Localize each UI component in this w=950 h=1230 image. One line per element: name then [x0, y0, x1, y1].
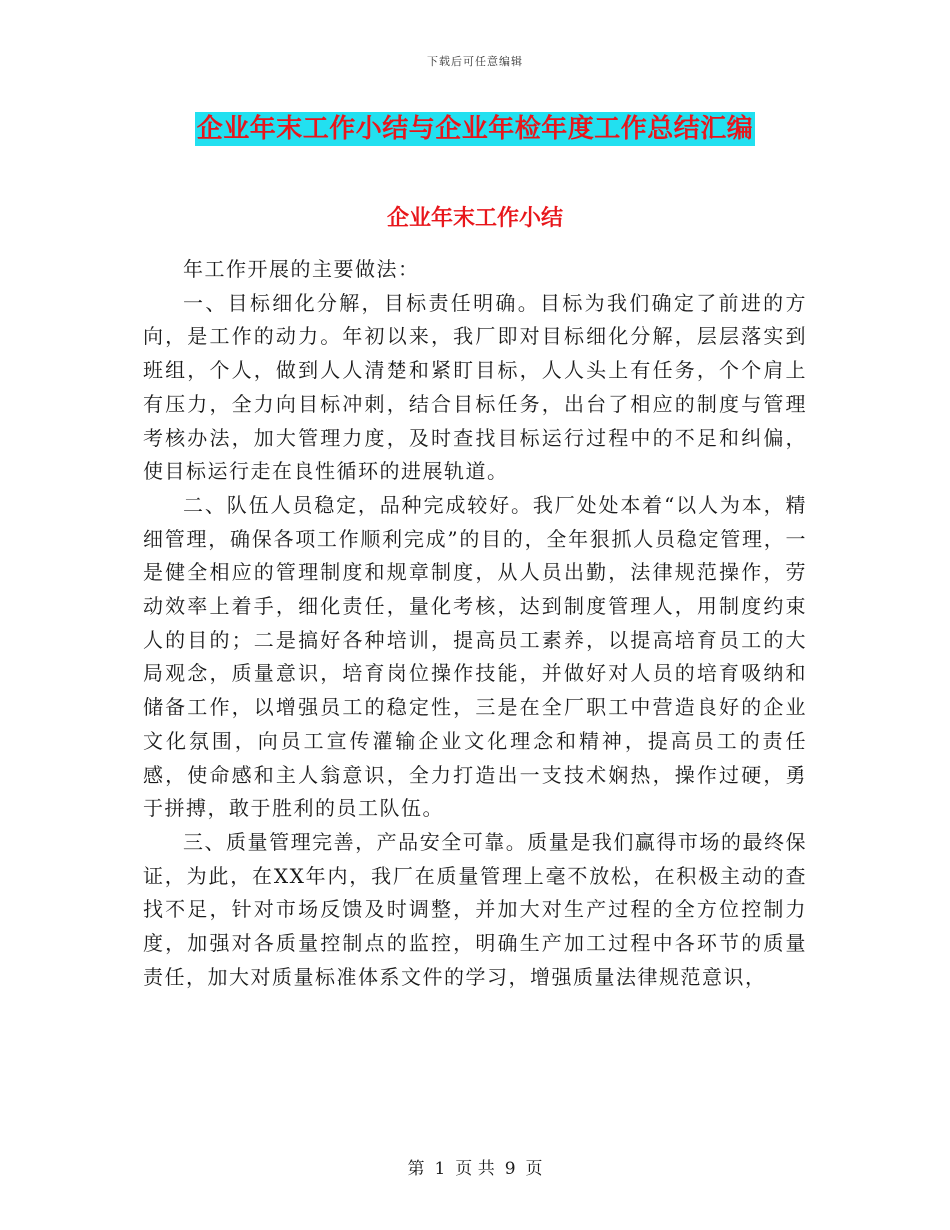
section-title: 企业年末工作小结: [386, 205, 563, 231]
total-pages-number: 9: [504, 1159, 516, 1179]
paragraph: 年工作开展的主要做法：: [183, 257, 420, 281]
page-footer: [0, 1154, 950, 1179]
paragraph: 三、质量管理完善，产品安全可靠。质量是我们赢得市场的最终保证，为此，在XX年内，我厂在质量管理上毫不放松，在积极主动的查找不足，针对市场反馈及时调整，并加大对生产过程的全方位控制力度，加强对各质量控制点的监控，明确生产加工过程中各环节的质量责任，加大对质量标准体系文件的学习，增强质量法律规范意识，: [143, 829, 807, 989]
paragraph: 二、队伍人员稳定，品种完成较好。我厂处处本着“以人为本，精细管理，确保各项工作顺利完成”的目的，全年狠抓人员稳定管理，一是健全相应的管理制度和规章制度，从人员出勤，法律规范操作，劳动效率上着手，细化责任，量化考核，达到制度管理人，用制度约束人的目的；二是搞好各种培训，提高员工素养，以提高培育员工的大局观念，质量意识，培育岗位操作技能，并做好对人员的培育吸纳和储备工作，以增强员工的稳定性，三是在全厂职工中营造良好的企业文化氛围，向员工宣传灌输企业文化理念和精神，提高员工的责任感，使命感和主人翁意识，全力打造出一支技术娴热，操作过硬，勇于拼搏，敢于胜利的员工队伍。: [143, 492, 807, 821]
page-label-mid: 页 共: [455, 1159, 495, 1179]
page-label-suffix: 页: [525, 1159, 543, 1179]
document-title: 企业年末工作小结与企业年检年度工作总结汇编: [196, 114, 754, 144]
paragraph: 一、目标细化分解，目标责任明确。目标为我们确定了前进的方向，是工作的动力。年初以来，我厂即对目标细化分解，层层落实到班组，个人，做到人人清楚和紧盯目标，人人头上有任务，个个肩上有压力，全力向目标冲刺，结合目标任务，出台了相应的制度与管理考核办法，加大管理力度，及时查找目标运行过程中的不足和纠偏，使目标运行走在良性循环的进展轨道。: [143, 290, 807, 484]
document-body: [143, 253, 807, 994]
current-page-number: 1: [434, 1159, 446, 1179]
page-label-prefix: 第: [407, 1159, 425, 1179]
document-title-wrap: [0, 112, 950, 146]
header-note: 下载后可任意编辑: [427, 55, 523, 68]
